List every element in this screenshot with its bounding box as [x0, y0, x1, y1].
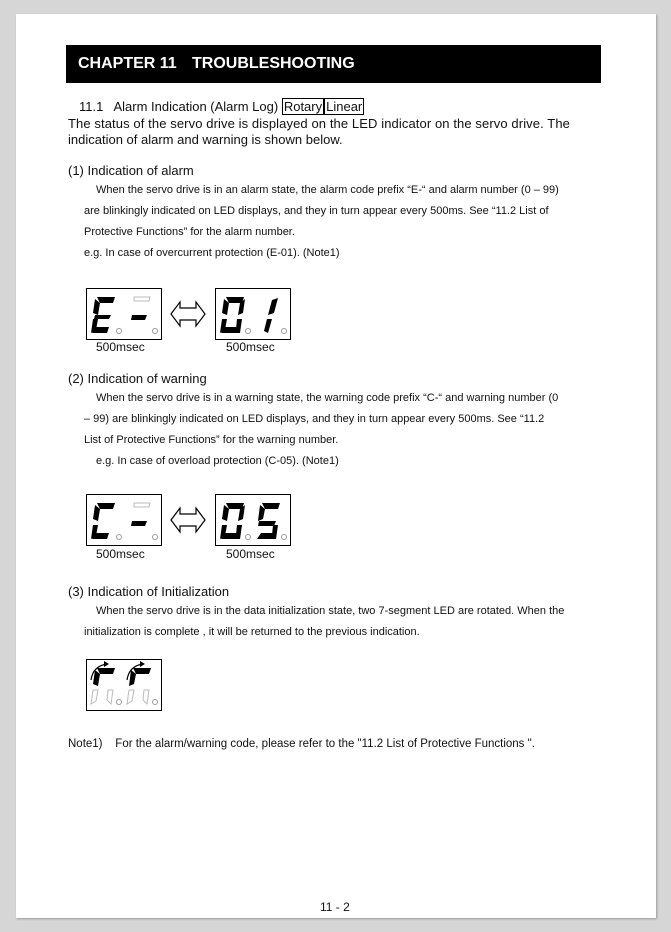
alternate-arrow-icon — [169, 505, 207, 535]
intro-line-1: The status of the servo drive is displayed on the LED indicator on the servo drive. The — [68, 116, 571, 131]
alarm-caption-left: 500msec — [96, 340, 145, 354]
alarm-heading: (1) Indication of alarm — [68, 163, 194, 178]
alarm-example: e.g. In case of overcurrent protection (E-01). (Note1) — [84, 247, 340, 259]
chapter-header — [66, 45, 601, 83]
chapter-title: TROUBLESHOOTING — [192, 55, 355, 72]
alarm-text-3: Protective Functions” for the alarm number. — [84, 226, 295, 238]
led-display-initialization — [86, 659, 162, 711]
led-display-warning-number — [215, 494, 291, 546]
digit-e — [91, 297, 115, 333]
init-text-1: When the servo drive is in the data initialization state, two 7-segment LED are rotated. When the — [96, 605, 565, 617]
digit-dash — [131, 297, 150, 320]
digit-zero — [220, 297, 245, 333]
alarm-text-2: are blinkingly indicated on LED displays, and they in turn appear every 500ms. See “11.2 List of — [84, 205, 549, 217]
digit-one — [264, 298, 278, 333]
warning-heading: (2) Indication of warning — [68, 371, 207, 386]
init-text-2: initialization is complete , it will be returned to the previous indication. — [84, 626, 420, 638]
digit-five — [257, 503, 280, 539]
warning-text-2: – 99) are blinkingly indicated on LED displays, and they in turn appear every 500ms. See “11.2 — [84, 413, 545, 425]
warning-example: e.g. In case of overload protection (C-05). (Note1) — [96, 455, 339, 467]
digit-zero — [220, 503, 245, 539]
footnote: Note1) For the alarm/warning code, please refer to the "11.2 List of Protective Functions ". — [68, 738, 535, 750]
led-display-warning-prefix — [86, 494, 162, 546]
rotating-segment-right — [127, 661, 151, 704]
alarm-text-1: When the servo drive is in an alarm state, the alarm code prefix “E-“ and alarm number (0 – 99) — [96, 184, 559, 196]
digit-dash — [131, 503, 150, 526]
rotary-tag: Rotary — [283, 99, 323, 114]
page-number: 11 - 2 — [320, 900, 350, 914]
warning-caption-left: 500msec — [96, 547, 145, 561]
led-display-alarm-number — [215, 288, 291, 340]
digit-c — [91, 503, 115, 539]
intro-line-2: indication of alarm and warning is shown below. — [68, 132, 343, 147]
alternate-arrow-icon — [169, 299, 207, 329]
rotating-segment-left — [91, 661, 115, 704]
warning-text-3: List of Protective Functions” for the warning number. — [84, 434, 339, 446]
chapter-number: CHAPTER 11 — [78, 55, 177, 72]
led-display-alarm-prefix — [86, 288, 162, 340]
init-heading: (3) Indication of Initialization — [68, 584, 230, 599]
warning-caption-right: 500msec — [226, 547, 275, 561]
alarm-caption-right: 500msec — [226, 340, 275, 354]
document-page — [16, 14, 656, 918]
section-title: Alarm Indication (Alarm Log) — [113, 99, 279, 114]
section-heading — [79, 99, 364, 115]
linear-tag: Linear — [326, 99, 363, 114]
section-number: 11.1 — [79, 99, 104, 114]
warning-text-1: When the servo drive is in a warning state, the warning code prefix “C-“ and warning number (0 — [96, 392, 559, 404]
